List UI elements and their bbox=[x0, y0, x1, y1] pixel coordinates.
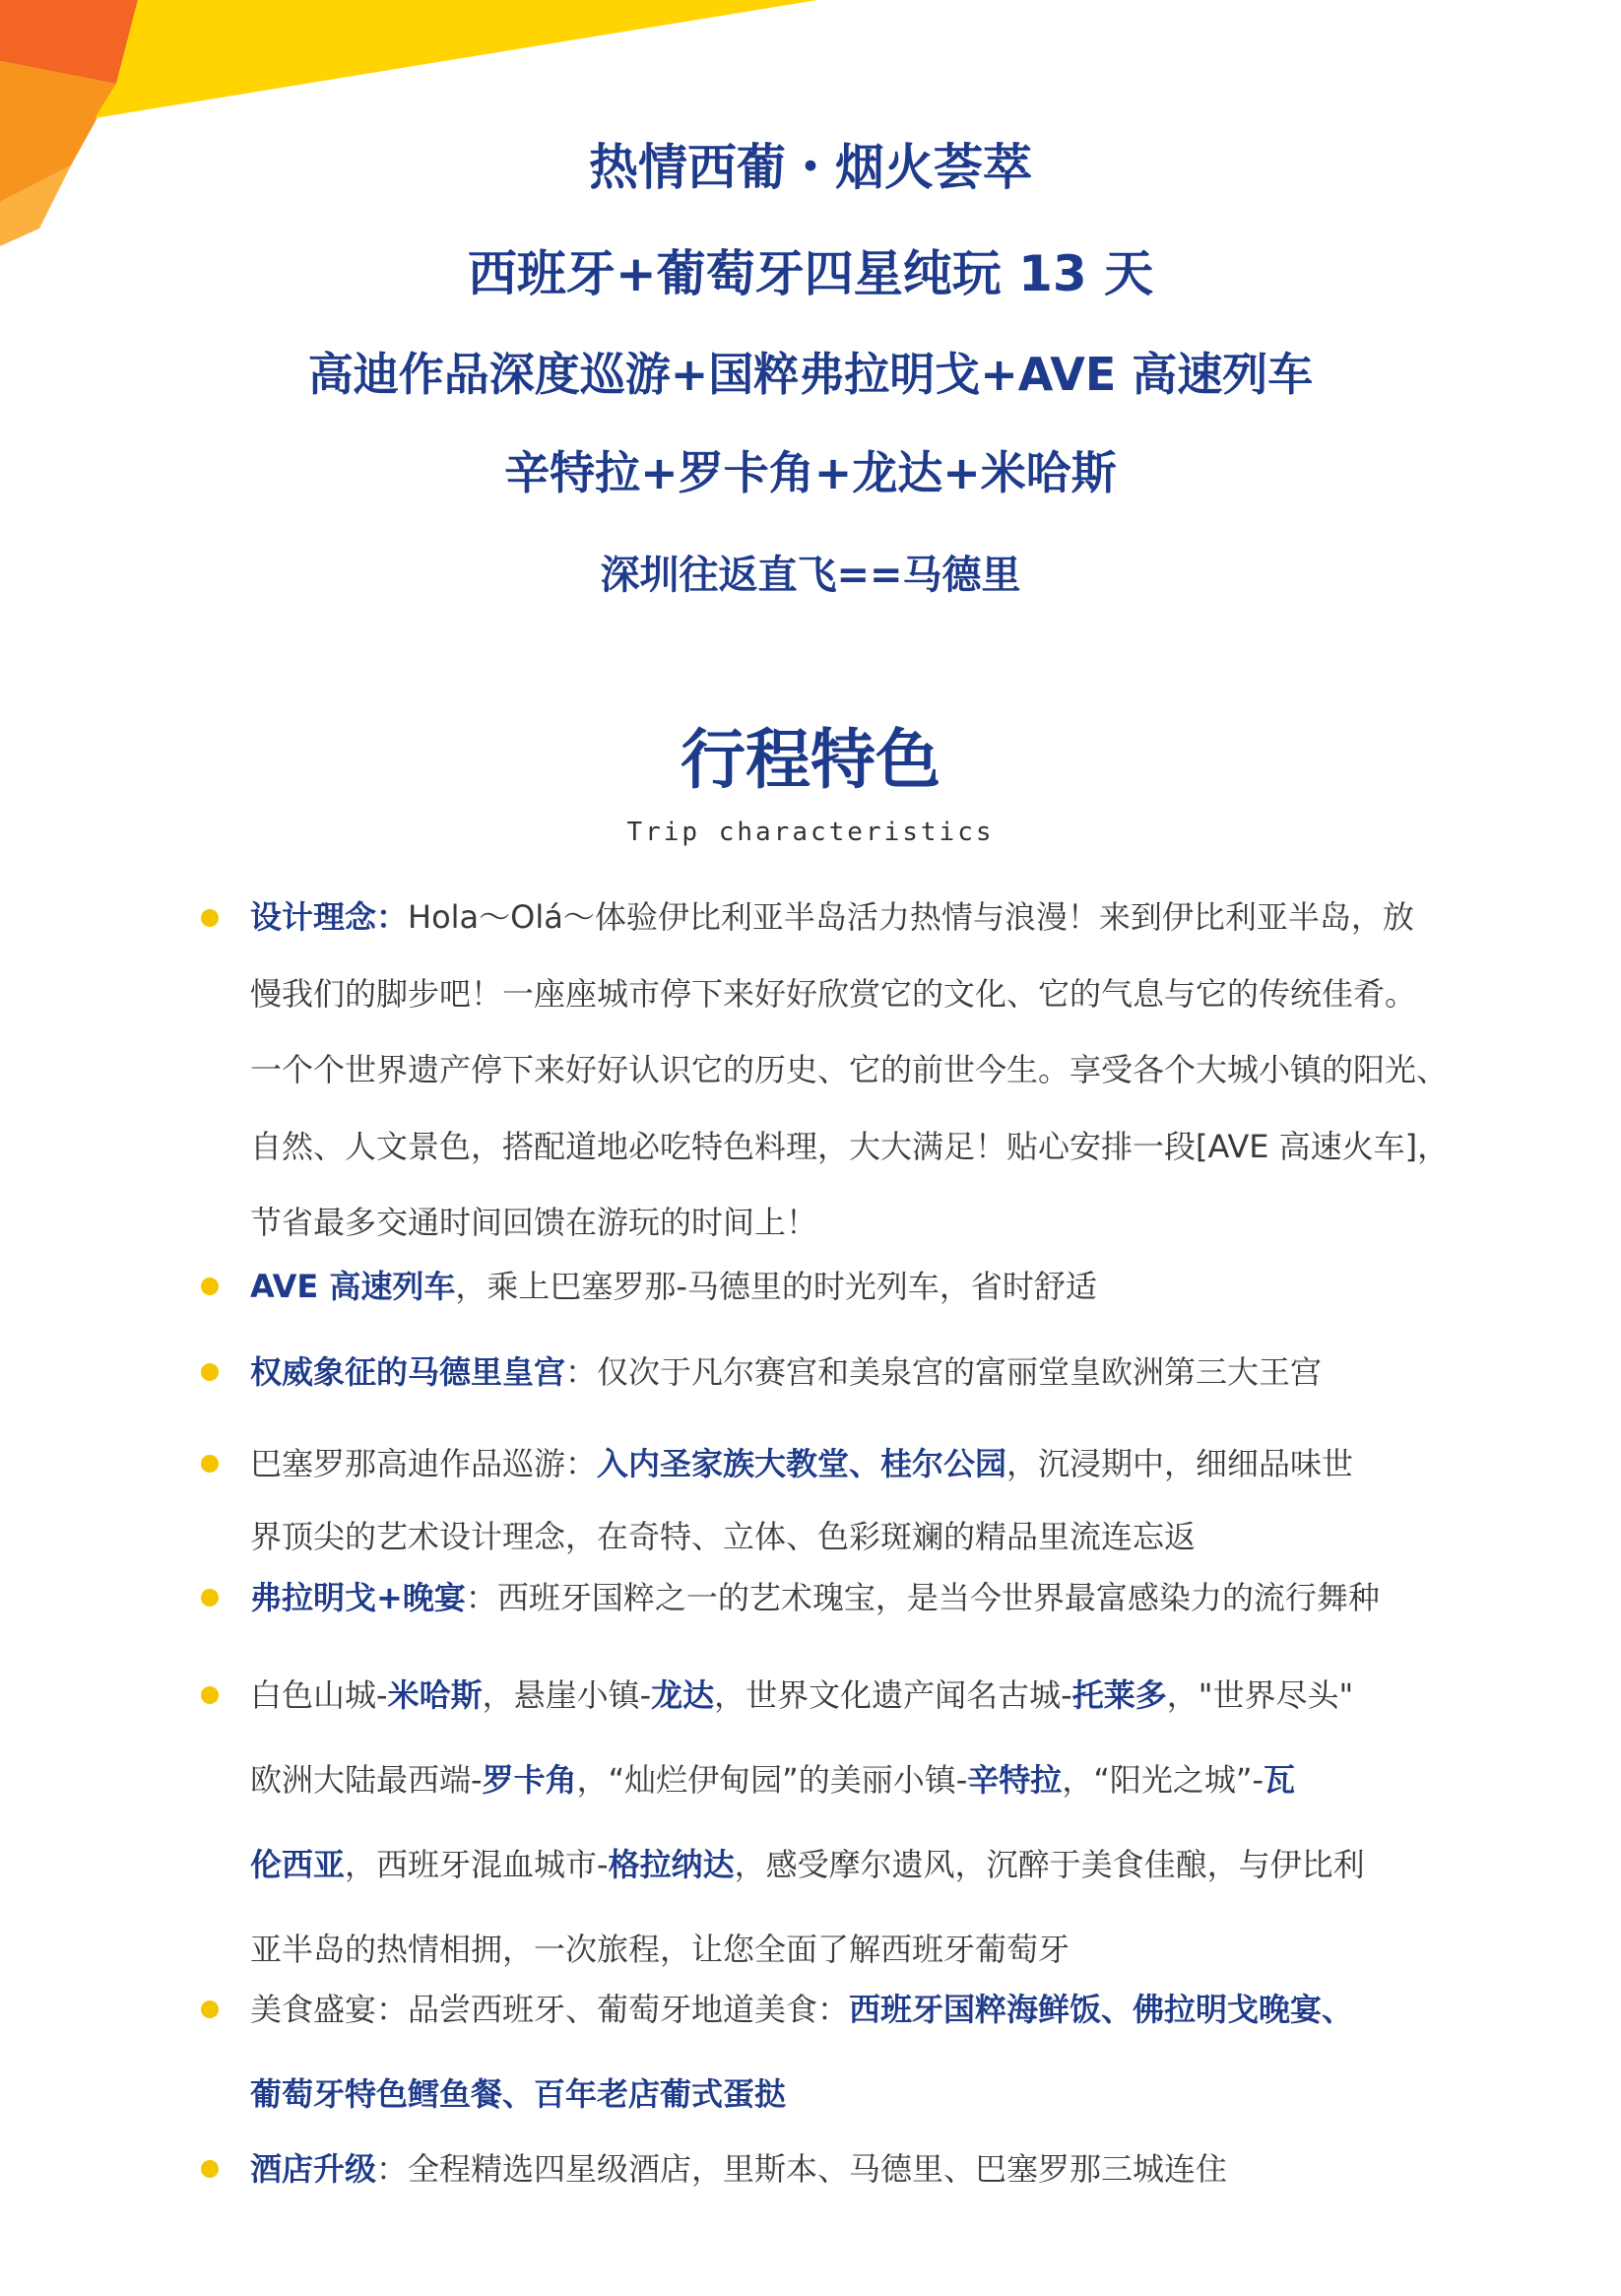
feature-line bbox=[250, 1500, 1471, 1573]
section-subtitle: Trip characteristics bbox=[626, 818, 995, 847]
feature-item bbox=[250, 1967, 1471, 2136]
feature-text: 巴塞罗那高迪作品巡游： bbox=[250, 1445, 598, 1482]
feature-line bbox=[250, 1568, 1471, 1627]
highlight-text: 龙达 bbox=[651, 1676, 715, 1714]
highlight-text: 罗卡角 bbox=[482, 1761, 577, 1799]
section-title: 行程特色 bbox=[681, 722, 940, 798]
feature-item bbox=[250, 1427, 1471, 1573]
highlight-text: 西班牙国粹海鲜饭、佛拉明戈晚宴、 bbox=[849, 1991, 1354, 2028]
feature-text: ，感受摩尔遗风，沉醉于美食佳酿，与伊比利 bbox=[734, 1846, 1365, 1883]
highlight-text: 托莱多 bbox=[1071, 1676, 1167, 1714]
feature-text: ，悬崖小镇- bbox=[482, 1676, 652, 1714]
bullet-icon bbox=[201, 1278, 219, 1295]
feature-text: ，乘上巴塞罗那-马德里的时光列车，省时舒适 bbox=[455, 1268, 1097, 1305]
feature-text: ，“灿烂伊甸园”的美丽小镇- bbox=[576, 1761, 968, 1799]
feature-line bbox=[250, 956, 1471, 1033]
bullet-icon bbox=[201, 2001, 219, 2018]
title: 热情西葡・烟火荟萃 bbox=[589, 139, 1032, 196]
highlight-text: 酒店升级 bbox=[250, 2150, 377, 2188]
highlight-text: AVE 高速列车 bbox=[250, 1268, 456, 1305]
feature-line bbox=[250, 1343, 1471, 1402]
feature-text: ，“阳光之城”- bbox=[1062, 1761, 1264, 1799]
feature-item bbox=[250, 1343, 1471, 1402]
highlight-text: 瓦 bbox=[1264, 1761, 1296, 1799]
feature-line bbox=[250, 1185, 1471, 1262]
feature-line bbox=[250, 1967, 1471, 2052]
header bbox=[0, 138, 1621, 605]
feature-line bbox=[250, 880, 1471, 956]
feature-text: 一个个世界遗产停下来好好认识它的历史、它的前世今生。享受各个大城小镇的阳光、 bbox=[250, 1051, 1449, 1088]
feature-line bbox=[250, 2052, 1471, 2136]
highlight-text: 格拉纳达 bbox=[608, 1846, 735, 1883]
feature-text: 节省最多交通时间回馈在游玩的时间上！ bbox=[250, 1204, 818, 1241]
flight-info: 深圳往返直飞==马德里 bbox=[600, 553, 1021, 598]
feature-text: ：全程精选四星级酒店，里斯本、马德里、巴塞罗那三城连住 bbox=[376, 2150, 1228, 2188]
feature-text: 界顶尖的艺术设计理念，在奇特、立体、色彩斑斓的精品里流连忘返 bbox=[250, 1518, 1197, 1555]
feature-item bbox=[250, 1653, 1471, 1992]
feature-item bbox=[250, 1568, 1471, 1627]
bullet-icon bbox=[201, 1455, 219, 1473]
highlight-text: 伦西亚 bbox=[250, 1846, 346, 1883]
feature-text: ，世界文化遗产闻名古城- bbox=[714, 1676, 1072, 1714]
feature-text: Hola～Olá～体验伊比利亚半岛活力热情与浪漫！来到伊比利亚半岛，放 bbox=[408, 898, 1414, 936]
feature-item bbox=[250, 880, 1471, 1262]
feature-line bbox=[250, 2139, 1471, 2198]
subtitle-towns: 辛特拉+罗卡角+龙达+米哈斯 bbox=[504, 446, 1117, 499]
bullet-icon bbox=[201, 1686, 219, 1704]
highlight-text: 辛特拉 bbox=[967, 1761, 1063, 1799]
subtitle-route: 西班牙+葡萄牙四星纯玩 13 天 bbox=[467, 245, 1154, 302]
bullet-icon bbox=[201, 1363, 219, 1381]
highlight-text: 米哈斯 bbox=[387, 1676, 483, 1714]
bullet-icon bbox=[201, 2160, 219, 2178]
bullet-icon bbox=[201, 909, 219, 927]
feature-text: 欧洲大陆最西端- bbox=[250, 1761, 483, 1799]
highlight-text: 入内圣家族大教堂、桂尔公园 bbox=[597, 1445, 1007, 1482]
highlight-text: 弗拉明戈+晚宴 bbox=[250, 1579, 466, 1616]
feature-line bbox=[250, 1738, 1471, 1822]
bullet-icon bbox=[201, 1589, 219, 1607]
feature-text: ：西班牙国粹之一的艺术瑰宝，是当今世界最富感染力的流行舞种 bbox=[465, 1579, 1380, 1616]
feature-line bbox=[250, 1822, 1471, 1907]
subtitle-highlights: 高迪作品深度巡游+国粹弗拉明戈+AVE 高速列车 bbox=[307, 348, 1314, 401]
feature-line bbox=[250, 1427, 1471, 1500]
feature-text: 慢我们的脚步吧！一座座城市停下来好好欣赏它的文化、它的气息与它的传统佳肴。 bbox=[250, 974, 1417, 1013]
feature-line bbox=[250, 1109, 1471, 1186]
feature-text: ，"世界尽头" bbox=[1166, 1676, 1354, 1714]
feature-line bbox=[250, 1653, 1471, 1738]
feature-text: ：仅次于凡尔赛宫和美泉宫的富丽堂皇欧洲第三大王宫 bbox=[565, 1353, 1323, 1391]
feature-text: 白色山城- bbox=[250, 1676, 388, 1714]
feature-item bbox=[250, 1257, 1471, 1316]
feature-text: ，西班牙混血城市- bbox=[345, 1846, 609, 1883]
feature-text: 美食盛宴：品尝西班牙、葡萄牙地道美食： bbox=[250, 1991, 850, 2028]
feature-text: 自然、人文景色，搭配道地必吃特色料理，大大满足！贴心安排一段[AVE 高速火车]， bbox=[250, 1127, 1450, 1165]
highlight-text: 葡萄牙特色鳕鱼餐、百年老店葡式蛋挞 bbox=[250, 2075, 787, 2113]
feature-text: 亚半岛的热情相拥，一次旅程，让您全面了解西班牙葡萄牙 bbox=[250, 1931, 1070, 1968]
highlight-text: 设计理念： bbox=[250, 898, 409, 936]
feature-item bbox=[250, 2139, 1471, 2198]
feature-line bbox=[250, 1257, 1471, 1316]
feature-line bbox=[250, 1032, 1471, 1109]
highlight-text: 权威象征的马德里皇宫 bbox=[250, 1353, 566, 1391]
feature-text: ，沉浸期中，细细品味世 bbox=[1006, 1445, 1354, 1482]
